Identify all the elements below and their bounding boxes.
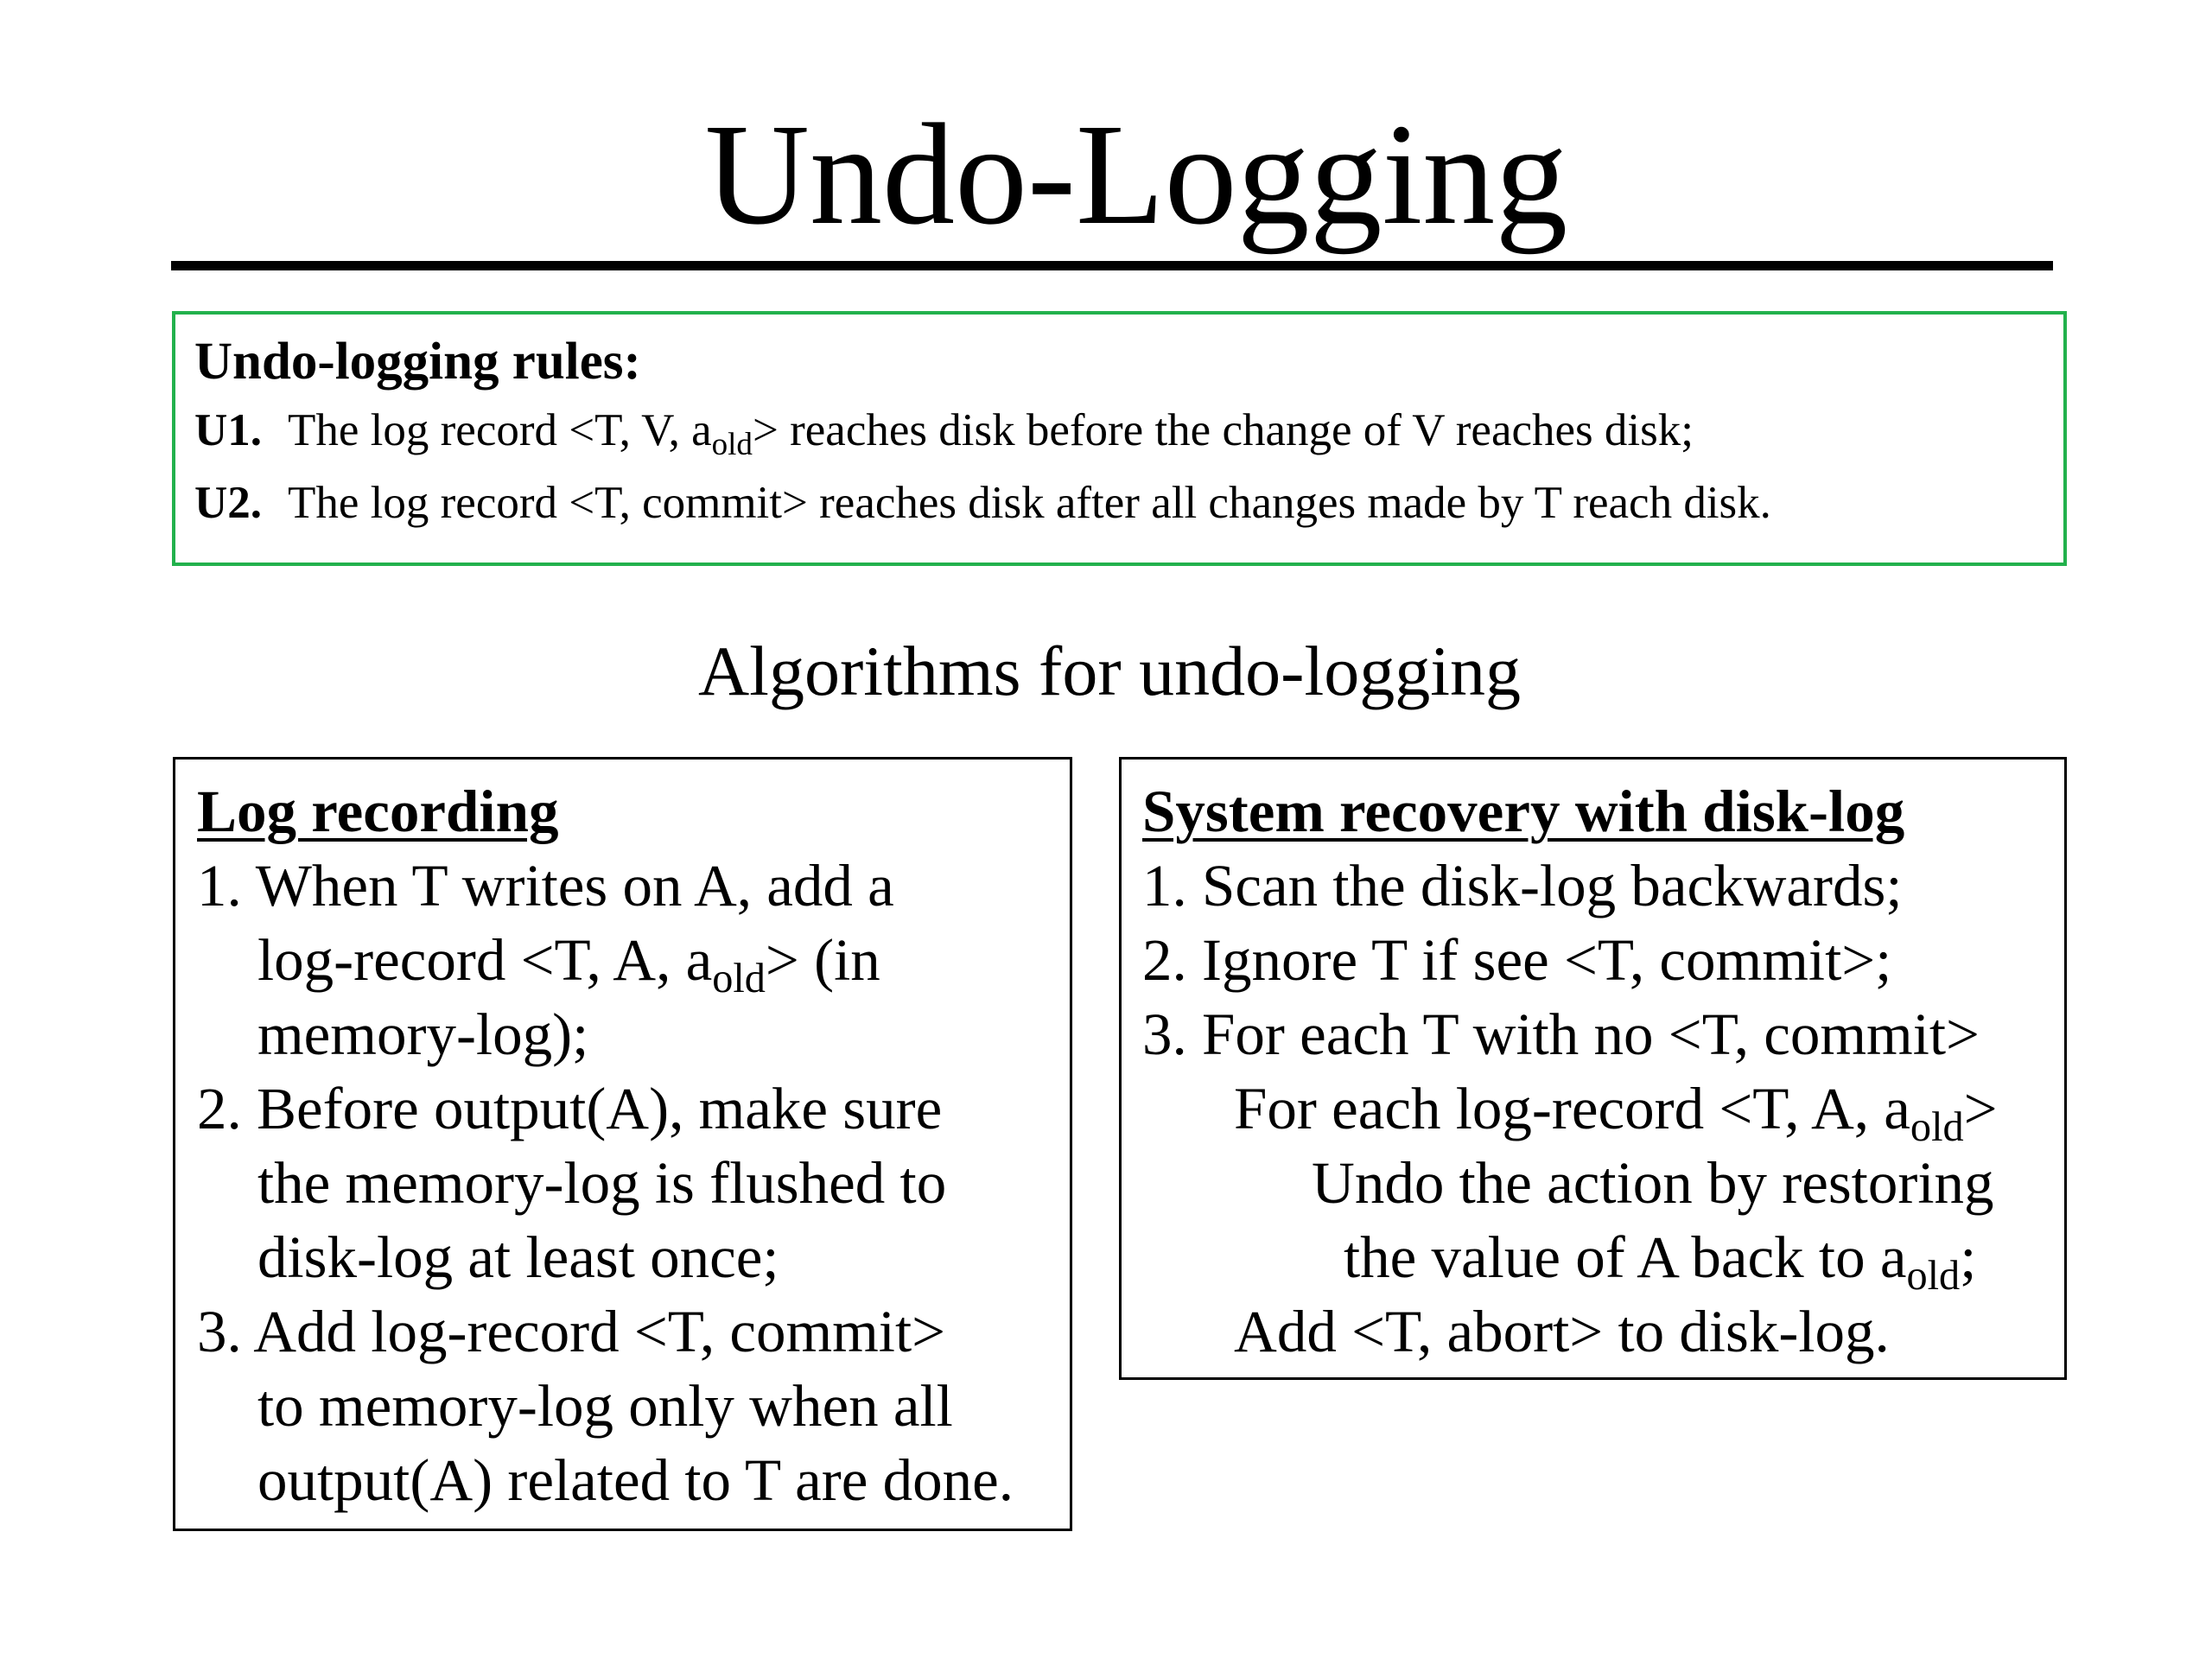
log-recording-heading: Log recording	[197, 779, 559, 844]
log-recording-line-before: log-record <T, A, a	[257, 927, 713, 993]
system-recovery-line-before: For each log-record <T, A, a	[1234, 1076, 1910, 1141]
log-recording-line: 3. Add log-record <T, commit>	[197, 1299, 946, 1364]
old-subscript: old	[1906, 1253, 1961, 1300]
rules-heading: Undo-logging rules:	[194, 333, 641, 391]
system-recovery-line: 2. Ignore T if see <T, commit>;	[1142, 927, 1892, 993]
log-recording-line: output(A) related to T are done.	[257, 1447, 1014, 1513]
system-recovery-line: Add <T, abort> to disk-log.	[1234, 1299, 1890, 1364]
log-recording-line-after: > (in	[765, 927, 880, 993]
rule-u1-text-before: The log record <T, V, a	[288, 405, 712, 455]
system-recovery-line: 3. For each T with no <T, commit>	[1142, 1001, 1980, 1067]
title-underline	[171, 261, 2053, 270]
system-recovery-line: Undo the action by restoring	[1312, 1150, 1994, 1216]
system-recovery-line	[1234, 1073, 1998, 1151]
system-recovery-line	[1344, 1222, 1977, 1300]
log-recording-line: memory-log);	[257, 1001, 589, 1067]
system-recovery-heading: System recovery with disk-log	[1142, 779, 1905, 844]
log-recording-line: disk-log at least once;	[257, 1224, 779, 1290]
system-recovery-line-after: ;	[1960, 1224, 1977, 1290]
section-title: Algorithms for undo-logging	[697, 632, 1522, 710]
rule-u2-text: The log record <T, commit> reaches disk after all changes made by T reach disk.	[288, 478, 1771, 528]
log-recording-line: 1. When T writes on A, add a	[197, 853, 894, 918]
log-recording-line: to memory-log only when all	[257, 1373, 953, 1439]
system-recovery-line: 1. Scan the disk-log backwards;	[1142, 853, 1903, 918]
rule-u1-id: U1.	[194, 405, 263, 455]
old-subscript: old	[712, 956, 766, 1002]
rule-u1	[194, 404, 1694, 463]
old-subscript: old	[1910, 1104, 1964, 1151]
system-recovery-line-before: the value of A back to a	[1344, 1224, 1907, 1290]
log-recording-line: 2. Before output(A), make sure	[197, 1076, 943, 1141]
slide-title: Undo-Logging	[704, 94, 1568, 255]
rule-u2	[194, 476, 1771, 531]
rule-u1-text-after: > reaches disk before the change of V reaches disk;	[752, 405, 1694, 455]
log-recording-line	[257, 925, 880, 1002]
log-recording-line: the memory-log is flushed to	[257, 1150, 947, 1216]
rule-u1-subscript: old	[711, 427, 753, 463]
system-recovery-line-after: >	[1963, 1076, 1998, 1141]
rule-u2-id: U2.	[194, 478, 263, 528]
